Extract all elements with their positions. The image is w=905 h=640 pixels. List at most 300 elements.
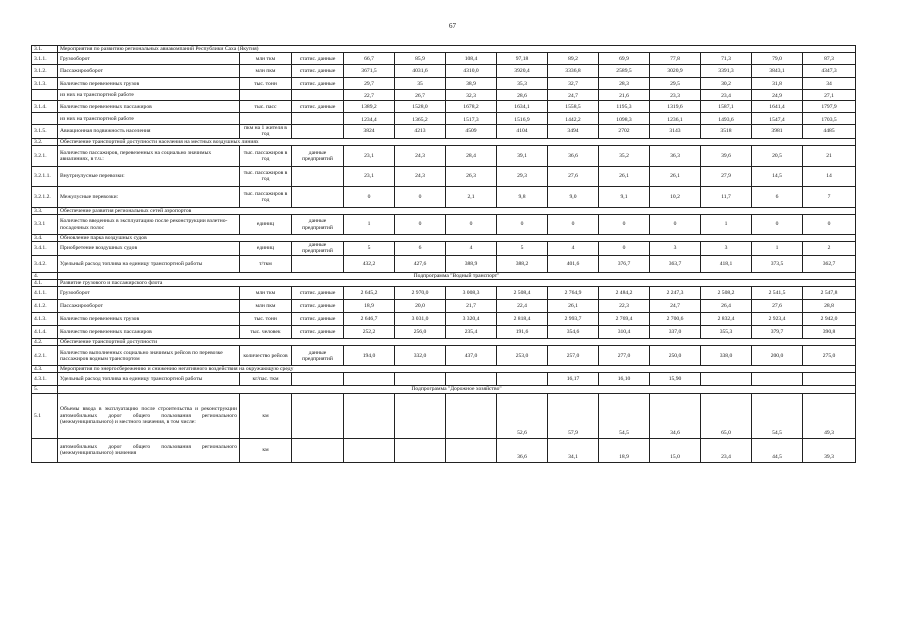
value-cell: 2 700,6 (650, 313, 701, 326)
value-cell: 39,6 (701, 145, 752, 166)
indicator-name: Удельный расход топлива на единицу транспортной работы (58, 255, 240, 272)
table-row (32, 242, 856, 255)
row-number: 4.1.2. (32, 300, 58, 313)
unit-cell: тыс. тонн (240, 313, 292, 326)
value-cell: 0 (395, 186, 446, 207)
indicator-name: Пассажирооборот (58, 65, 240, 78)
unit-cell: млн ткм (240, 53, 292, 65)
value-cell (344, 393, 395, 438)
value-cell: 0 (752, 215, 803, 235)
table-row (32, 53, 856, 65)
indicator-name: Грузооборот (58, 53, 240, 65)
value-cell: 1442,2 (548, 113, 599, 125)
value-cell: 1528,0 (395, 101, 446, 113)
value-cell: 2 923,4 (752, 313, 803, 326)
value-cell: 432,2 (344, 255, 395, 272)
unit-cell: тыс. пассажиров в год (240, 186, 292, 207)
value-cell: 1195,3 (599, 101, 650, 113)
value-cell: 354,6 (548, 326, 599, 339)
value-cell: 2 646,7 (344, 313, 395, 326)
value-cell: 35,2 (599, 145, 650, 166)
value-cell (344, 373, 395, 386)
value-cell: 11,7 (701, 186, 752, 207)
source-cell (292, 90, 344, 101)
value-cell (752, 373, 803, 386)
value-cell: 0 (497, 215, 548, 235)
row-number: 3.1. (32, 46, 58, 53)
row-number: 3.1.4. (32, 101, 58, 113)
indicator-name: Количество введенных в эксплуатацию после реконструкции взлетно- посадочных полос (58, 215, 240, 235)
value-cell: 275,0 (803, 346, 856, 366)
value-cell: 36,3 (650, 145, 701, 166)
value-cell: 3391,3 (701, 65, 752, 78)
value-cell: 4 (548, 242, 599, 255)
value-cell: 1319,6 (650, 101, 701, 113)
value-cell: 2 247,3 (650, 287, 701, 300)
value-cell: 36,6 (548, 145, 599, 166)
row-number: 4.3.1. (32, 373, 58, 386)
row-number: 3.3. (32, 207, 58, 214)
value-cell: 23,1 (344, 166, 395, 186)
table-row (32, 145, 856, 166)
source-cell: статис. данные (292, 287, 344, 300)
value-cell: 252,2 (344, 326, 395, 339)
indicator-name: Межулусные перевозки: (58, 186, 240, 207)
row-number: 4.2.1. (32, 346, 58, 366)
value-cell: 6 (752, 186, 803, 207)
value-cell: 26,1 (650, 166, 701, 186)
value-cell: 2 769,4 (599, 313, 650, 326)
value-cell (446, 438, 497, 462)
value-cell: 87,3 (803, 53, 856, 65)
value-cell: 1634,1 (497, 101, 548, 113)
row-number: 3.1.2. (32, 65, 58, 78)
indicator-name: из них на транспортной работе (58, 113, 240, 125)
unit-cell: млн пкм (240, 65, 292, 78)
value-cell: 363,7 (650, 255, 701, 272)
section-title: Развитие грузового и пассажирского флота (58, 279, 856, 286)
value-cell (395, 373, 446, 386)
value-cell: 427,6 (395, 255, 446, 272)
value-cell: 30,2 (701, 78, 752, 90)
value-cell: 21 (803, 145, 856, 166)
value-cell: 35,3 (497, 78, 548, 90)
value-cell: 69,9 (599, 53, 650, 65)
value-cell: 9,8 (497, 186, 548, 207)
value-cell: 1703,5 (803, 113, 856, 125)
value-cell (395, 438, 446, 462)
value-cell: 39,3 (803, 438, 856, 462)
value-cell: 3518 (701, 125, 752, 138)
value-cell: 257,0 (548, 346, 599, 366)
subprogram-title: Подпрограмма "Водный транспорт" (58, 272, 856, 279)
table-row (32, 313, 856, 326)
value-cell: 2589,5 (599, 65, 650, 78)
row-number: 3.2.1. (32, 145, 58, 166)
subprogram-title: Подпрограмма "Дорожное хозяйство" (58, 386, 856, 393)
value-cell: 27,9 (701, 166, 752, 186)
value-cell: 27,1 (803, 90, 856, 101)
value-cell: 66,7 (344, 53, 395, 65)
value-cell: 235,4 (446, 326, 497, 339)
value-cell: 3020,9 (650, 65, 701, 78)
value-cell (395, 393, 446, 438)
value-cell: 14 (803, 166, 856, 186)
value-cell: 27,6 (548, 166, 599, 186)
value-cell: 34,1 (548, 438, 599, 462)
unit-cell: количество рейсов (240, 346, 292, 366)
value-cell: 3 031,0 (395, 313, 446, 326)
value-cell: 22,4 (497, 300, 548, 313)
table-row (32, 186, 856, 207)
value-cell: 3843,1 (752, 65, 803, 78)
source-cell: данные предприятий (292, 145, 344, 166)
value-cell: 29,3 (497, 166, 548, 186)
table-row (32, 438, 856, 462)
value-cell: 29,5 (650, 78, 701, 90)
value-cell: 24,7 (650, 300, 701, 313)
value-cell: 18,9 (344, 300, 395, 313)
source-cell: статис. данные (292, 101, 344, 113)
unit-cell: единиц (240, 215, 292, 235)
table-row (32, 125, 856, 138)
value-cell: 332,0 (395, 346, 446, 366)
section-row (32, 366, 856, 373)
value-cell: 32,7 (548, 78, 599, 90)
value-cell: 32,3 (446, 90, 497, 101)
value-cell: 4485 (803, 125, 856, 138)
source-cell (292, 393, 344, 438)
value-cell: 388,9 (446, 255, 497, 272)
value-cell: 4104 (497, 125, 548, 138)
value-cell: 14,5 (752, 166, 803, 186)
value-cell: 16,10 (599, 373, 650, 386)
value-cell: 7 (803, 186, 856, 207)
value-cell: 1517,3 (446, 113, 497, 125)
value-cell: 24,9 (752, 90, 803, 101)
unit-cell (240, 90, 292, 101)
value-cell: 256,0 (395, 326, 446, 339)
source-cell (292, 255, 344, 272)
value-cell: 34 (803, 78, 856, 90)
value-cell: 23,1 (344, 145, 395, 166)
value-cell: 21,7 (446, 300, 497, 313)
unit-cell: тыс. пассажиров в год (240, 145, 292, 166)
row-number: 4.1.4. (32, 326, 58, 339)
value-cell: 26,1 (599, 166, 650, 186)
value-cell: 277,0 (599, 346, 650, 366)
table-row (32, 166, 856, 186)
value-cell: 65,0 (701, 393, 752, 438)
value-cell: 21,6 (599, 90, 650, 101)
value-cell: 0 (803, 215, 856, 235)
value-cell: 89,2 (548, 53, 599, 65)
value-cell: 52,6 (497, 393, 548, 438)
value-cell: 1 (752, 242, 803, 255)
unit-cell: кг/пас. ткм (240, 373, 292, 386)
value-cell: 3143 (650, 125, 701, 138)
value-cell: 20,0 (395, 300, 446, 313)
value-cell: 1389,2 (344, 101, 395, 113)
value-cell: 77,8 (650, 53, 701, 65)
value-cell: 9,0 (548, 186, 599, 207)
value-cell: 2 508,4 (497, 287, 548, 300)
section-title: Мероприятия по энергосбережению и снижению негативного воздействия на окружающую среду (58, 366, 856, 373)
value-cell: 1098,3 (599, 113, 650, 125)
value-cell (446, 373, 497, 386)
source-cell: статис. данные (292, 300, 344, 313)
section-row (32, 339, 856, 346)
subprogram-row (32, 386, 856, 393)
indicator-name: Грузооборот (58, 287, 240, 300)
section-row (32, 279, 856, 286)
table-row (32, 393, 856, 438)
source-cell: данные предприятий (292, 346, 344, 366)
value-cell: 4 (446, 242, 497, 255)
value-cell (701, 373, 752, 386)
table-row (32, 346, 856, 366)
value-cell: 250,0 (650, 346, 701, 366)
source-cell (292, 373, 344, 386)
value-cell: 3671,5 (344, 65, 395, 78)
section-row (32, 46, 856, 53)
value-cell: 49,3 (803, 393, 856, 438)
value-cell: 401,6 (548, 255, 599, 272)
indicator-name: Количество пассажиров, перевезенных на социально значимых авиалиниях, в т.ч.: (58, 145, 240, 166)
value-cell: 26,4 (701, 300, 752, 313)
value-cell: 4310,0 (446, 65, 497, 78)
value-cell: 4031,6 (395, 65, 446, 78)
value-cell: 24,7 (548, 90, 599, 101)
value-cell: 0 (395, 215, 446, 235)
indicator-name: Количество перевезенных грузов (58, 78, 240, 90)
value-cell: 3920,4 (497, 65, 548, 78)
value-cell: 3 (650, 242, 701, 255)
row-number: 3.1.1. (32, 53, 58, 65)
value-cell: 437,0 (446, 346, 497, 366)
value-cell: 2 508,2 (701, 287, 752, 300)
table-row (32, 287, 856, 300)
value-cell: 2 818,4 (497, 313, 548, 326)
unit-cell: тыс. тонн (240, 78, 292, 90)
value-cell: 54,5 (599, 393, 650, 438)
value-cell: 2 541,5 (752, 287, 803, 300)
value-cell: 1797,9 (803, 101, 856, 113)
value-cell: 54,5 (752, 393, 803, 438)
value-cell: 2 764,9 (548, 287, 599, 300)
source-cell: данные предприятий (292, 242, 344, 255)
value-cell: 388,2 (497, 255, 548, 272)
section-row (32, 138, 856, 145)
table-row (32, 101, 856, 113)
section-row (32, 207, 856, 214)
indicator-name: Внутриулусные перевозки: (58, 166, 240, 186)
value-cell: 6 (395, 242, 446, 255)
source-cell (292, 438, 344, 462)
value-cell: 418,1 (701, 255, 752, 272)
value-cell: 97,18 (497, 53, 548, 65)
value-cell: 28,8 (803, 300, 856, 313)
source-cell: статис. данные (292, 65, 344, 78)
section-title: Обеспечение транспортной доступности (58, 339, 856, 346)
value-cell: 3981 (752, 125, 803, 138)
unit-cell: млн ткм (240, 287, 292, 300)
row-number: 3.3.1 (32, 215, 58, 235)
value-cell: 28,6 (497, 90, 548, 101)
row-number: 3.4.2. (32, 255, 58, 272)
section-title: Мероприятия по развитию региональных авиакомпаний Республики Саха (Якутия) (58, 46, 856, 53)
value-cell (497, 373, 548, 386)
value-cell: 57,9 (548, 393, 599, 438)
value-cell: 3 (701, 242, 752, 255)
value-cell: 36,6 (497, 438, 548, 462)
table-row (32, 90, 856, 101)
value-cell: 22,3 (599, 300, 650, 313)
value-cell: 3 008,3 (446, 287, 497, 300)
value-cell: 35 (395, 78, 446, 90)
unit-cell: тыс. пасс (240, 101, 292, 113)
row-number: 3.4. (32, 235, 58, 242)
row-number (32, 90, 58, 101)
value-cell: 26,3 (446, 166, 497, 186)
source-cell: статис. данные (292, 326, 344, 339)
value-cell: 39,1 (497, 145, 548, 166)
row-number (32, 113, 58, 125)
value-cell: 15,90 (650, 373, 701, 386)
value-cell: 18,9 (599, 438, 650, 462)
section-row (32, 235, 856, 242)
indicator-name: Авиационная подвижность населения (58, 125, 240, 138)
value-cell: 20,5 (752, 145, 803, 166)
value-cell: 310,4 (599, 326, 650, 339)
unit-cell: млн пкм (240, 300, 292, 313)
value-cell: 373,5 (752, 255, 803, 272)
table-row (32, 326, 856, 339)
value-cell: 0 (599, 242, 650, 255)
page-number: 67 (449, 22, 456, 30)
value-cell: 0 (599, 215, 650, 235)
value-cell: 79,0 (752, 53, 803, 65)
row-number: 3.2.1.2. (32, 186, 58, 207)
value-cell: 108,4 (446, 53, 497, 65)
value-cell: 4213 (395, 125, 446, 138)
value-cell: 28,4 (446, 145, 497, 166)
value-cell: 2 970,0 (395, 287, 446, 300)
value-cell: 1516,9 (497, 113, 548, 125)
value-cell: 16,17 (548, 373, 599, 386)
table-row (32, 65, 856, 78)
value-cell: 0 (548, 215, 599, 235)
value-cell: 2 547,8 (803, 287, 856, 300)
unit-cell: тыс. пассажиров в год (240, 166, 292, 186)
value-cell: 1493,6 (701, 113, 752, 125)
value-cell: 23,4 (701, 90, 752, 101)
value-cell: 1587,1 (701, 101, 752, 113)
value-cell: 1641,4 (752, 101, 803, 113)
row-number: 3.2. (32, 138, 58, 145)
value-cell: 1678,2 (446, 101, 497, 113)
unit-cell: тыс. человек (240, 326, 292, 339)
value-cell: 5 (344, 242, 395, 255)
row-number (32, 438, 58, 462)
value-cell: 26,1 (548, 300, 599, 313)
value-cell: 362,7 (803, 255, 856, 272)
value-cell: 1547,4 (752, 113, 803, 125)
indicator-name: из них на транспортной работе (58, 90, 240, 101)
value-cell: 2 993,7 (548, 313, 599, 326)
value-cell: 27,6 (752, 300, 803, 313)
value-cell: 23,3 (650, 90, 701, 101)
value-cell: 1365,2 (395, 113, 446, 125)
indicator-name: Пассажирооборот (58, 300, 240, 313)
value-cell (344, 438, 395, 462)
table-row (32, 373, 856, 386)
value-cell: 44,5 (752, 438, 803, 462)
row-number: 3.2.1.1. (32, 166, 58, 186)
row-number: 4. (32, 272, 58, 279)
row-number: 4.1.1. (32, 287, 58, 300)
row-number: 5.1 (32, 393, 58, 438)
unit-cell: т/ткм (240, 255, 292, 272)
value-cell: 10,2 (650, 186, 701, 207)
value-cell: 253,0 (497, 346, 548, 366)
source-cell (292, 186, 344, 207)
value-cell (803, 373, 856, 386)
value-cell: 38,9 (446, 78, 497, 90)
value-cell: 4347,3 (803, 65, 856, 78)
unit-cell: пкм на 1 жителя в год (240, 125, 292, 138)
value-cell: 1236,1 (650, 113, 701, 125)
row-number: 4.1.3. (32, 313, 58, 326)
table-row (32, 215, 856, 235)
value-cell: 9,1 (599, 186, 650, 207)
value-cell: 85,9 (395, 53, 446, 65)
value-cell: 71,3 (701, 53, 752, 65)
source-cell: данные предприятий (292, 215, 344, 235)
unit-cell: км (240, 438, 292, 462)
value-cell: 4509 (446, 125, 497, 138)
value-cell: 2 942,0 (803, 313, 856, 326)
value-cell: 3336,8 (548, 65, 599, 78)
indicator-name: Удельный расход топлива на единицу транспортной работы (58, 373, 240, 386)
value-cell: 337,0 (650, 326, 701, 339)
indicator-name: Количество перевезенных пассажиров (58, 326, 240, 339)
source-cell (292, 166, 344, 186)
value-cell: 24,3 (395, 166, 446, 186)
value-cell: 376,7 (599, 255, 650, 272)
unit-cell (240, 113, 292, 125)
value-cell: 194,0 (344, 346, 395, 366)
value-cell: 2,1 (446, 186, 497, 207)
indicator-name: автомобильных дорог общего пользования регионального (межмуниципального) значения (58, 438, 240, 462)
value-cell: 28,3 (599, 78, 650, 90)
section-title: Обновление парка воздушных судов (58, 235, 856, 242)
value-cell: 2 832,4 (701, 313, 752, 326)
table-row (32, 113, 856, 125)
value-cell: 2 484,2 (599, 287, 650, 300)
source-cell (292, 113, 344, 125)
table-body (32, 46, 856, 463)
indicator-name: Количество перевезенных пассажиров (58, 101, 240, 113)
row-number: 4.2. (32, 339, 58, 346)
subprogram-row (32, 272, 856, 279)
value-cell: 24,3 (395, 145, 446, 166)
value-cell: 191,6 (497, 326, 548, 339)
table-row (32, 255, 856, 272)
indicator-name: Приобретение воздушных судов (58, 242, 240, 255)
value-cell: 34,6 (650, 393, 701, 438)
indicators-table (31, 45, 856, 463)
